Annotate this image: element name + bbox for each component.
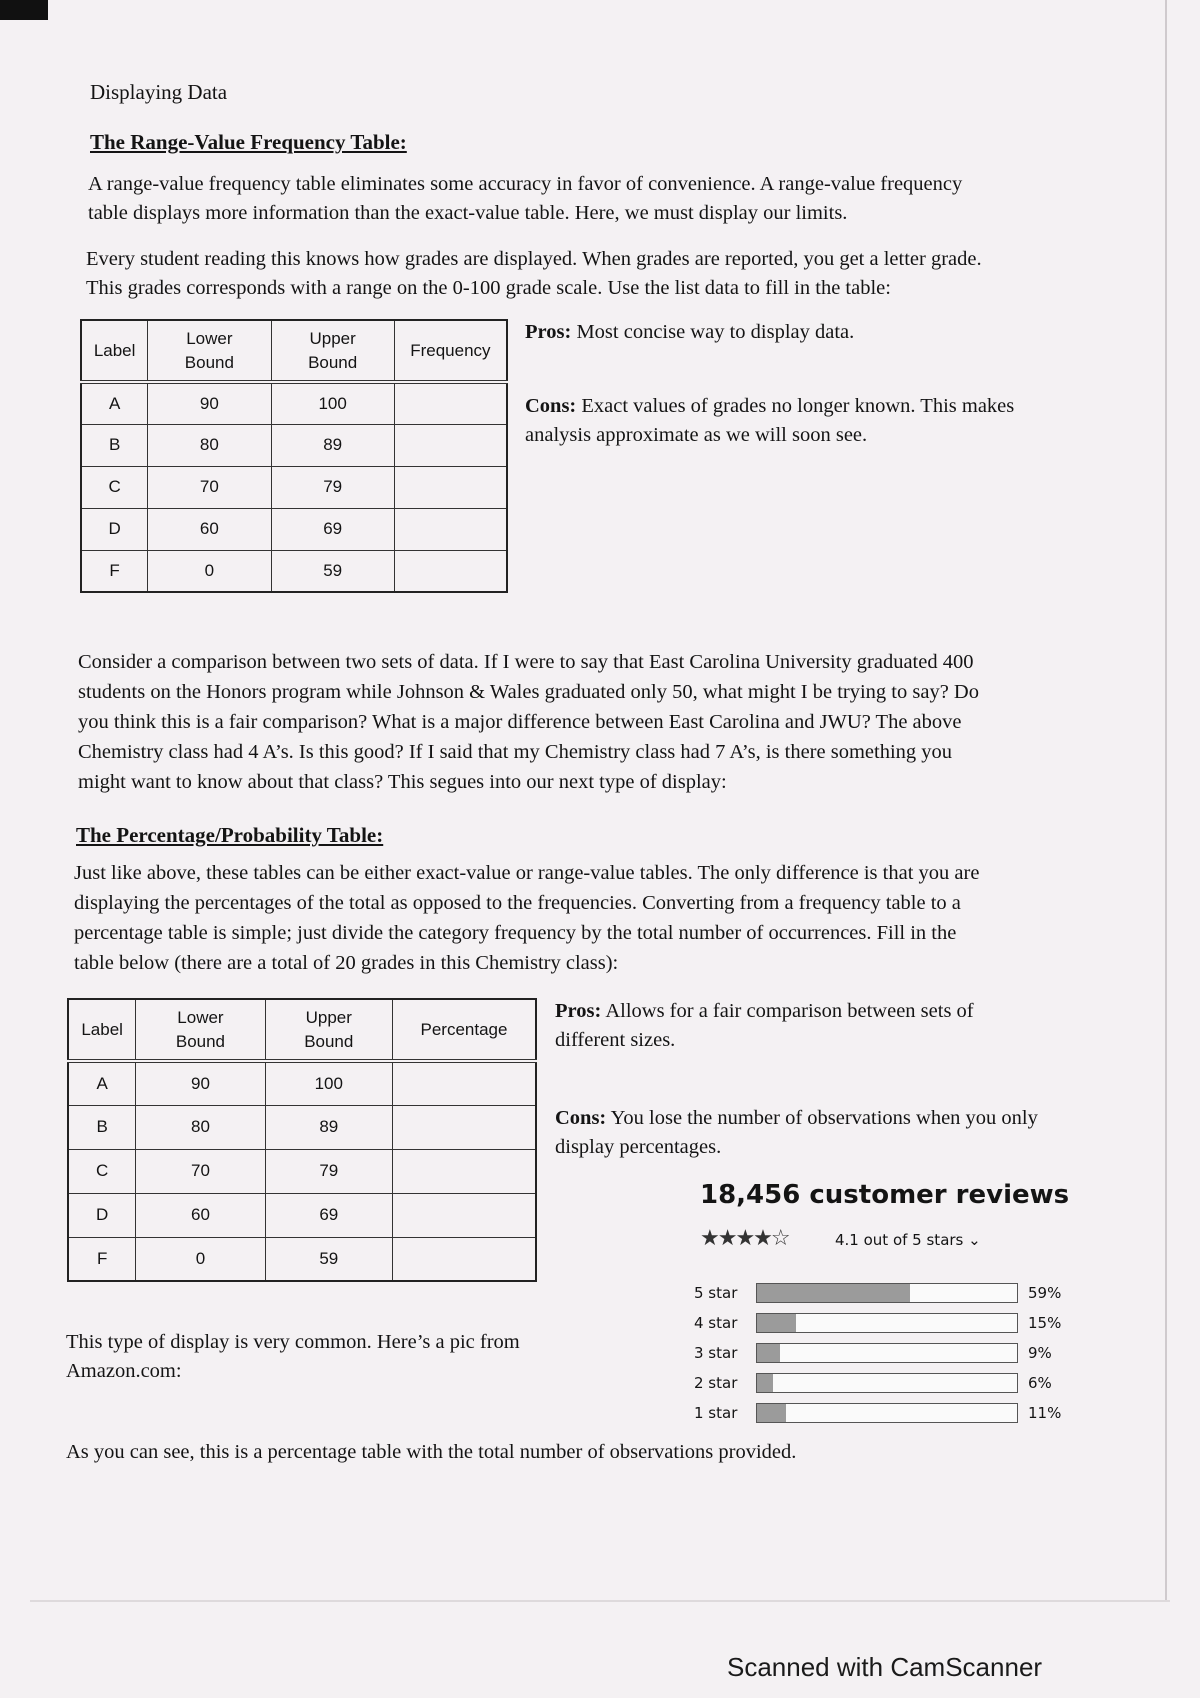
cell-upper-bound: 59 bbox=[271, 550, 394, 592]
table-row bbox=[68, 1193, 536, 1237]
cons-label: Cons: bbox=[555, 1107, 607, 1129]
table-row bbox=[81, 424, 507, 466]
histogram-label: 5 star bbox=[694, 1284, 738, 1302]
cons-range-value bbox=[525, 392, 1014, 450]
frequency-table bbox=[80, 319, 508, 593]
cell-lower-bound: 0 bbox=[148, 550, 271, 592]
header-label: Label bbox=[68, 999, 136, 1061]
cell-upper-bound: 69 bbox=[271, 508, 394, 550]
cell-label: D bbox=[68, 1193, 136, 1237]
section1-intro-line: A range-value frequency table eliminates some accuracy in favor of convenience. A range-value frequency bbox=[88, 173, 963, 195]
pros-label: Pros: bbox=[525, 321, 572, 343]
table-header-row bbox=[68, 999, 536, 1061]
cell-value[interactable] bbox=[394, 550, 507, 592]
cell-upper-bound: 69 bbox=[265, 1193, 392, 1237]
cell-lower-bound: 60 bbox=[148, 508, 271, 550]
amazon-intro-line: This type of display is very common. Here’s a pic from bbox=[66, 1331, 520, 1353]
star-rating-icon: ★★★★☆ bbox=[700, 1226, 789, 1251]
cell-label: F bbox=[81, 550, 148, 592]
cell-label: B bbox=[81, 424, 148, 466]
cell-upper-bound: 79 bbox=[271, 466, 394, 508]
section1-intro bbox=[88, 170, 1168, 228]
cons-text: display percentages. bbox=[555, 1136, 722, 1158]
cons-text: analysis approximate as we will soon see. bbox=[525, 424, 868, 446]
pros-text: Most concise way to display data. bbox=[576, 321, 855, 343]
cell-label: C bbox=[81, 466, 148, 508]
table-row bbox=[81, 466, 507, 508]
comparison-line: students on the Honors program while Johnson & Wales graduated only 50, what might I be trying to say? Do bbox=[78, 681, 979, 703]
comparison-line: Chemistry class had 4 A’s. Is this good? If I said that my Chemistry class had 7 A’s, is there something you bbox=[78, 741, 953, 763]
histogram-bar-track bbox=[756, 1313, 1018, 1333]
cell-upper-bound: 89 bbox=[265, 1105, 392, 1149]
page-fold bbox=[30, 1600, 1170, 1602]
cell-value[interactable] bbox=[392, 1193, 536, 1237]
cell-value[interactable] bbox=[392, 1061, 536, 1105]
cell-upper-bound: 59 bbox=[265, 1237, 392, 1281]
header-upper-bound: Upper Bound bbox=[265, 999, 392, 1061]
histogram-label: 4 star bbox=[694, 1314, 738, 1332]
histogram-percent: 6% bbox=[1028, 1374, 1052, 1392]
table-row bbox=[81, 382, 507, 424]
histogram-row[interactable] bbox=[694, 1282, 1074, 1306]
cell-value[interactable] bbox=[394, 466, 507, 508]
section1-grades-line: This grades corresponds with a range on the 0-100 grade scale. Use the list data to fill in the table: bbox=[86, 277, 891, 299]
section2-intro-line: percentage table is simple; just divide the category frequency by the total number of occurrences. Fill in the bbox=[74, 922, 957, 944]
amazon-intro-line: Amazon.com: bbox=[66, 1360, 182, 1382]
table-row bbox=[81, 508, 507, 550]
histogram-percent: 15% bbox=[1028, 1314, 1062, 1332]
cell-lower-bound: 90 bbox=[148, 382, 271, 424]
histogram-bar-fill bbox=[757, 1404, 786, 1422]
section2-intro-line: Just like above, these tables can be either exact-value or range-value tables. The only difference is that you are bbox=[74, 862, 980, 884]
cell-label: F bbox=[68, 1237, 136, 1281]
cell-label: B bbox=[68, 1105, 136, 1149]
table-row bbox=[81, 550, 507, 592]
header-lower-bound: Lower Bound bbox=[136, 999, 265, 1061]
histogram-label: 1 star bbox=[694, 1404, 738, 1422]
section-title-percentage: The Percentage/Probability Table: bbox=[76, 823, 384, 847]
rating-summary[interactable]: 4.1 out of 5 stars ⌄ bbox=[835, 1231, 981, 1249]
cell-value[interactable] bbox=[392, 1105, 536, 1149]
section2-intro-line: table below (there are a total of 20 grades in this Chemistry class): bbox=[74, 952, 619, 974]
histogram-bar-track bbox=[756, 1403, 1018, 1423]
section2-intro-line: displaying the percentages of the total as opposed to the frequencies. Converting from a frequency table to a bbox=[74, 892, 961, 914]
cons-text: Exact values of grades no longer known. This makes bbox=[581, 395, 1015, 417]
histogram-bar-track bbox=[756, 1283, 1018, 1303]
cell-lower-bound: 0 bbox=[136, 1237, 265, 1281]
cons-percentage bbox=[555, 1104, 1038, 1162]
cons-label: Cons: bbox=[525, 395, 577, 417]
cell-value[interactable] bbox=[392, 1237, 536, 1281]
histogram-label: 3 star bbox=[694, 1344, 738, 1362]
histogram-bar-fill bbox=[757, 1344, 780, 1362]
histogram-bar-fill bbox=[757, 1374, 773, 1392]
cell-lower-bound: 70 bbox=[148, 466, 271, 508]
table-row bbox=[68, 1237, 536, 1281]
histogram-percent: 9% bbox=[1028, 1344, 1052, 1362]
histogram-bar-fill bbox=[757, 1314, 796, 1332]
cell-label: C bbox=[68, 1149, 136, 1193]
cell-upper-bound: 100 bbox=[265, 1061, 392, 1105]
section-title-range-value: The Range-Value Frequency Table: bbox=[90, 130, 407, 154]
comparison-line: Consider a comparison between two sets of data. If I were to say that East Carolina University graduated 400 bbox=[78, 651, 974, 673]
review-count: 18,456 customer reviews bbox=[700, 1180, 1070, 1210]
cell-value[interactable] bbox=[394, 424, 507, 466]
scanner-watermark: Scanned with CamScanner bbox=[727, 1652, 1043, 1682]
page-corner-mark bbox=[0, 0, 48, 20]
cell-label: D bbox=[81, 508, 148, 550]
header-percentage: Percentage bbox=[392, 999, 536, 1061]
header-frequency: Frequency bbox=[394, 320, 507, 382]
cell-value[interactable] bbox=[394, 508, 507, 550]
pros-percentage bbox=[555, 997, 974, 1055]
cell-value[interactable] bbox=[394, 382, 507, 424]
closing-sentence: As you can see, this is a percentage table with the total number of observations provided. bbox=[66, 1441, 797, 1463]
histogram-bar-track bbox=[756, 1343, 1018, 1363]
cell-value[interactable] bbox=[392, 1149, 536, 1193]
histogram-row[interactable] bbox=[694, 1312, 1074, 1336]
header-lower-bound: Lower Bound bbox=[148, 320, 271, 382]
cell-lower-bound: 80 bbox=[148, 424, 271, 466]
histogram-label: 2 star bbox=[694, 1374, 738, 1392]
header-label: Label bbox=[81, 320, 148, 382]
section1-grades-line: Every student reading this knows how grades are displayed. When grades are reported, you get a letter grade. bbox=[86, 248, 982, 270]
page-title: Displaying Data bbox=[90, 80, 228, 104]
histogram-row[interactable] bbox=[694, 1372, 1074, 1396]
pros-text: Allows for a fair comparison between sets of bbox=[605, 1000, 974, 1022]
table-row bbox=[68, 1149, 536, 1193]
pros-label: Pros: bbox=[555, 1000, 602, 1022]
cell-label: A bbox=[81, 382, 148, 424]
table-row bbox=[68, 1061, 536, 1105]
histogram-bar-track bbox=[756, 1373, 1018, 1393]
histogram-bar-fill bbox=[757, 1284, 910, 1302]
table-header-row bbox=[81, 320, 507, 382]
percentage-table bbox=[67, 998, 537, 1282]
cell-label: A bbox=[68, 1061, 136, 1105]
histogram-percent: 11% bbox=[1028, 1404, 1062, 1422]
cons-text: You lose the number of observations when you only bbox=[610, 1107, 1038, 1129]
cell-lower-bound: 90 bbox=[136, 1061, 265, 1105]
comparison-line: you think this is a fair comparison? What is a major difference between East Carolina and JWU? The above bbox=[78, 711, 962, 733]
section1-grades bbox=[86, 245, 1166, 303]
cell-upper-bound: 89 bbox=[271, 424, 394, 466]
table-row bbox=[68, 1105, 536, 1149]
pros-range-value bbox=[525, 318, 854, 347]
cell-upper-bound: 79 bbox=[265, 1149, 392, 1193]
comparison-paragraph bbox=[78, 647, 1168, 797]
histogram-percent: 59% bbox=[1028, 1284, 1062, 1302]
cell-lower-bound: 70 bbox=[136, 1149, 265, 1193]
comparison-line: might want to know about that class? This segues into our next type of display: bbox=[78, 771, 727, 793]
cell-upper-bound: 100 bbox=[271, 382, 394, 424]
cell-lower-bound: 60 bbox=[136, 1193, 265, 1237]
header-upper-bound: Upper Bound bbox=[271, 320, 394, 382]
page-edge bbox=[1165, 0, 1167, 1600]
section2-intro bbox=[74, 858, 1169, 978]
histogram-row[interactable] bbox=[694, 1402, 1074, 1426]
section1-intro-line: table displays more information than the exact-value table. Here, we must display our limits. bbox=[88, 202, 848, 224]
amazon-intro bbox=[66, 1328, 520, 1386]
pros-text: different sizes. bbox=[555, 1029, 676, 1051]
cell-lower-bound: 80 bbox=[136, 1105, 265, 1149]
histogram-row[interactable] bbox=[694, 1342, 1074, 1366]
